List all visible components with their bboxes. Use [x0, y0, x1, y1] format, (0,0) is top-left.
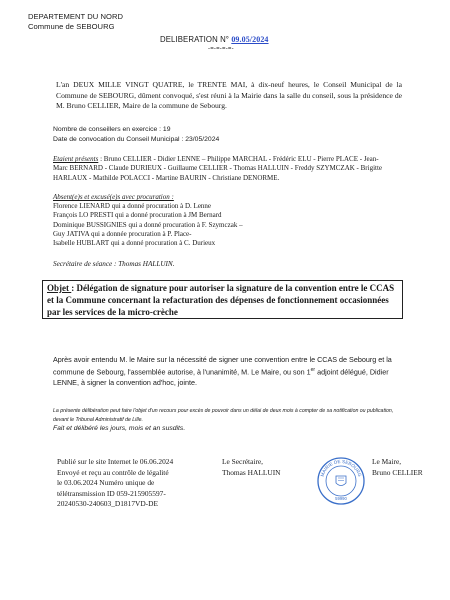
deliberation-label: DELIBERATION N°: [160, 35, 230, 44]
present-list: [53, 155, 393, 183]
mayor-name: Bruno CELLIER: [372, 467, 423, 477]
seal-postcode: 59990: [335, 496, 347, 501]
seal-top-text: MAIRIE DE SEBOURG: [319, 458, 363, 478]
objet-label: Objet: [47, 283, 72, 293]
decision-text-1: Après avoir entendu M. le Maire sur la nécessité de signer une convention entre le CCAS de Sebourg et la commune de Sebourg, l'assemblée autorise, à l'unanimité, M. Le Maire, ou son 1: [53, 355, 392, 377]
objet-text: : Délégation de signature pour autoriser la signature de la convention entre le CCAS et la Commune concernant la refacturation des dépenses de fonctionnement occasionnées par les services de la micro-crèche: [47, 283, 395, 317]
seal-inner-ring: [326, 466, 356, 496]
present-names: : Bruno CELLIER - Didier LENNE – Philippe MARCHAL - Frédéric ELU - Pierre PLACE - Jean-Marc BERNARD - Claude DURIEUX - Guillaume CELLIER - Thomas HALLUIN - Freddy SZYMCZAK - Brigitte HARLAUX - Mathilde POLACCI - Martine BAURIN - Christiane DENORME.: [53, 155, 383, 182]
session-secretary: Secrétaire de séance : Thomas HALLUIN.: [53, 260, 175, 268]
proxy-item: François LO PRESTI qui a donné procuration à JM Bernard: [53, 211, 222, 220]
commune-header: Commune de SEBOURG: [28, 22, 115, 31]
proxy-item: Isabelle HUBLART qui a donné procuration à C. Durieux: [53, 239, 216, 248]
made-statement: Fait et délibéré les jours, mois et an susdits.: [53, 425, 186, 432]
seal-emblem: [336, 476, 346, 486]
present-label: Etaient présents: [53, 155, 99, 163]
publication-line: Envoyé et reçu au contrôle de légalité: [57, 467, 169, 477]
intro-paragraph: L'an DEUX MILLE VINGT QUATRE, le TRENTE MAI, à dix-neuf heures, le Conseil Municipal de la Commune de SEBOURG, dûment convoqué, s'est réuni à la Mairie dans la salle du conseil, sous la présidence de M. Bruno CELLIER, Maire de la commune de Sebourg.: [56, 80, 402, 111]
mayor-signature: [372, 457, 423, 478]
decision-sup: er: [310, 367, 316, 374]
separator: -=-=-=-=-: [208, 46, 234, 52]
proxy-item: Dominique BUSSIGNIES qui a donné procuration à F. Szymczak –: [53, 220, 243, 229]
mairie-seal-stamp: [316, 456, 366, 506]
secretary-title: Le Secrétaire,: [222, 457, 264, 466]
secretary-signature: [222, 457, 281, 478]
appeal-notice: La présente délibération peut faire l'objet d'un recours pour excès de pouvoir dans un délai de deux mois à compter de sa notification ou publication, devant le Tribunal Administratif de Lille.: [53, 408, 394, 423]
mayor-title: Le Maire,: [372, 457, 402, 466]
absent-label: Absent(e)s et excusé(e)s avec procuration :: [53, 193, 174, 201]
deliberation-number: 09.05/2024: [231, 35, 269, 44]
decision-text-2: adjoint délégué, Didier LENNE, à signer la convention ad'hoc, jointe.: [53, 367, 389, 387]
department-header: DEPARTEMENT DU NORD: [28, 12, 124, 21]
proxy-item: Florence LIENARD qui a donné procuration à D. Lenne: [53, 202, 212, 210]
proxy-list: [53, 202, 243, 248]
deliberation-title: [160, 35, 269, 44]
publication-line: télétransmission ID 059-215905597-: [57, 488, 166, 498]
publication-block: [57, 457, 173, 510]
councillors-count: Nombre de conseillers en exercice : 19: [53, 126, 171, 133]
proxy-item: Guy JATIVA qui a donnée procuration à P. Place-: [53, 229, 192, 238]
objet-box: [42, 280, 403, 319]
publication-line: le 03.06.2024 Numéro unique de: [57, 478, 155, 488]
decision-paragraph: [53, 355, 403, 388]
publication-line: 20240530-240603_D1817VD-DE: [57, 499, 158, 509]
secretary-name: Thomas HALLUIN: [222, 467, 281, 477]
convocation-date: Date de convocation du Conseil Municipal : 23/05/2024: [53, 136, 220, 143]
publication-line: Publié sur le site Internet le 06.06.2024: [57, 457, 174, 466]
